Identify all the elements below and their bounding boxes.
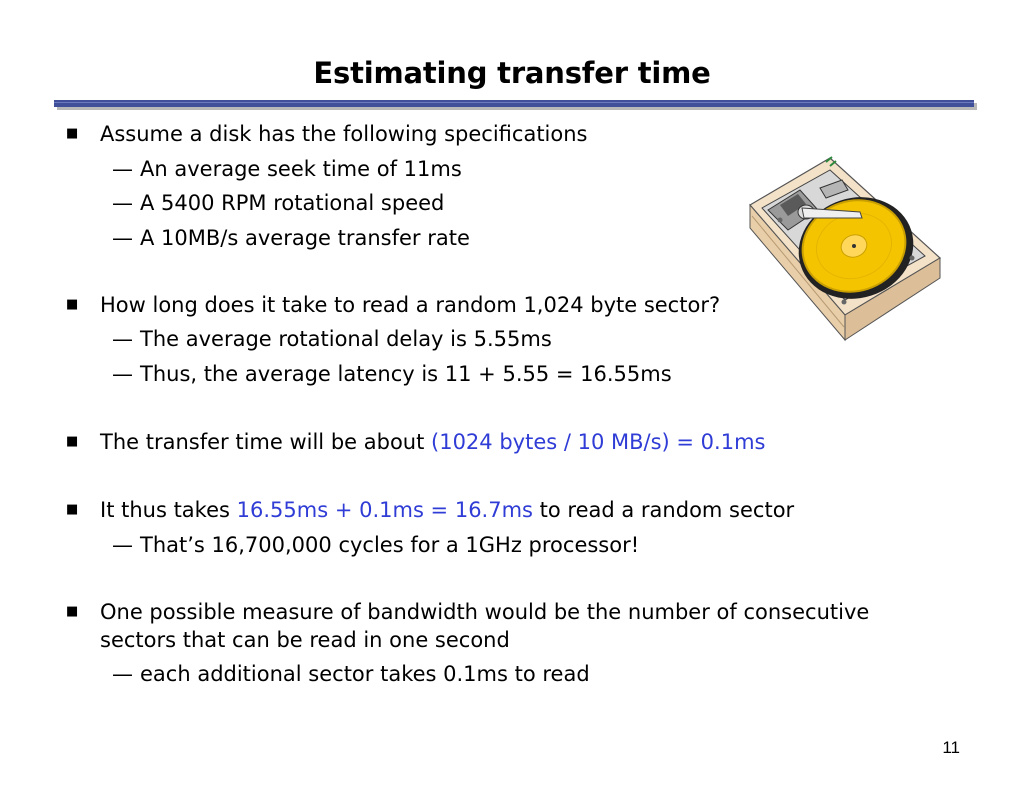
bullet-4-sub-1: That’s 16,700,000 cycles for a 1GHz processor! <box>140 533 640 557</box>
bullet-5-text-line-2: sectors that can be read in one second <box>100 628 510 652</box>
dash-marker: — <box>112 226 133 250</box>
bullet-4-lead: It thus takes <box>100 498 237 522</box>
bullet-4-tail: to read a random sector <box>532 498 795 522</box>
dash-marker: — <box>112 191 133 215</box>
bullet-3-formula: (1024 bytes / 10 MB/s) = 0.1ms <box>431 430 766 454</box>
bullet-1-sub-2: A 5400 RPM rotational speed <box>140 191 445 215</box>
dash-marker: — <box>112 327 133 351</box>
page-number: 11 <box>942 738 960 757</box>
bullet-4-text <box>100 496 794 524</box>
bullet-1-sub-3: A 10MB/s average transfer rate <box>140 226 470 250</box>
bullet-marker: ■ <box>66 604 79 619</box>
bullet-marker: ■ <box>66 297 79 312</box>
bullet-4-formula: 16.55ms + 0.1ms = 16.7ms <box>236 498 533 522</box>
bullet-marker: ■ <box>66 502 79 517</box>
bullet-1-text: Assume a disk has the following specifications <box>100 122 588 146</box>
dash-marker: — <box>112 362 133 386</box>
bullet-2-sub-2: Thus, the average latency is 11 + 5.55 = 16.55ms <box>140 362 672 386</box>
bullet-3-text <box>100 428 765 456</box>
title-underline <box>54 100 974 107</box>
dash-marker: — <box>112 157 133 181</box>
slide-title: Estimating transfer time <box>313 56 711 90</box>
bullet-marker: ■ <box>66 126 79 141</box>
bullet-1-sub-1: An average seek time of 11ms <box>140 157 462 181</box>
bullet-2-text: How long does it take to read a random 1,024 byte sector? <box>100 293 721 317</box>
bullet-5-sub-1: each additional sector takes 0.1ms to read <box>140 662 590 686</box>
bullet-3-lead: The transfer time will be about <box>100 430 432 454</box>
dash-marker: — <box>112 662 133 686</box>
bullet-2-sub-1: The average rotational delay is 5.55ms <box>140 327 552 351</box>
dash-marker: — <box>112 533 133 557</box>
bullet-marker: ■ <box>66 434 79 449</box>
hard-disk-icon <box>740 150 950 350</box>
bullet-5-text-line-1: One possible measure of bandwidth would be the number of consecutive <box>100 600 870 624</box>
